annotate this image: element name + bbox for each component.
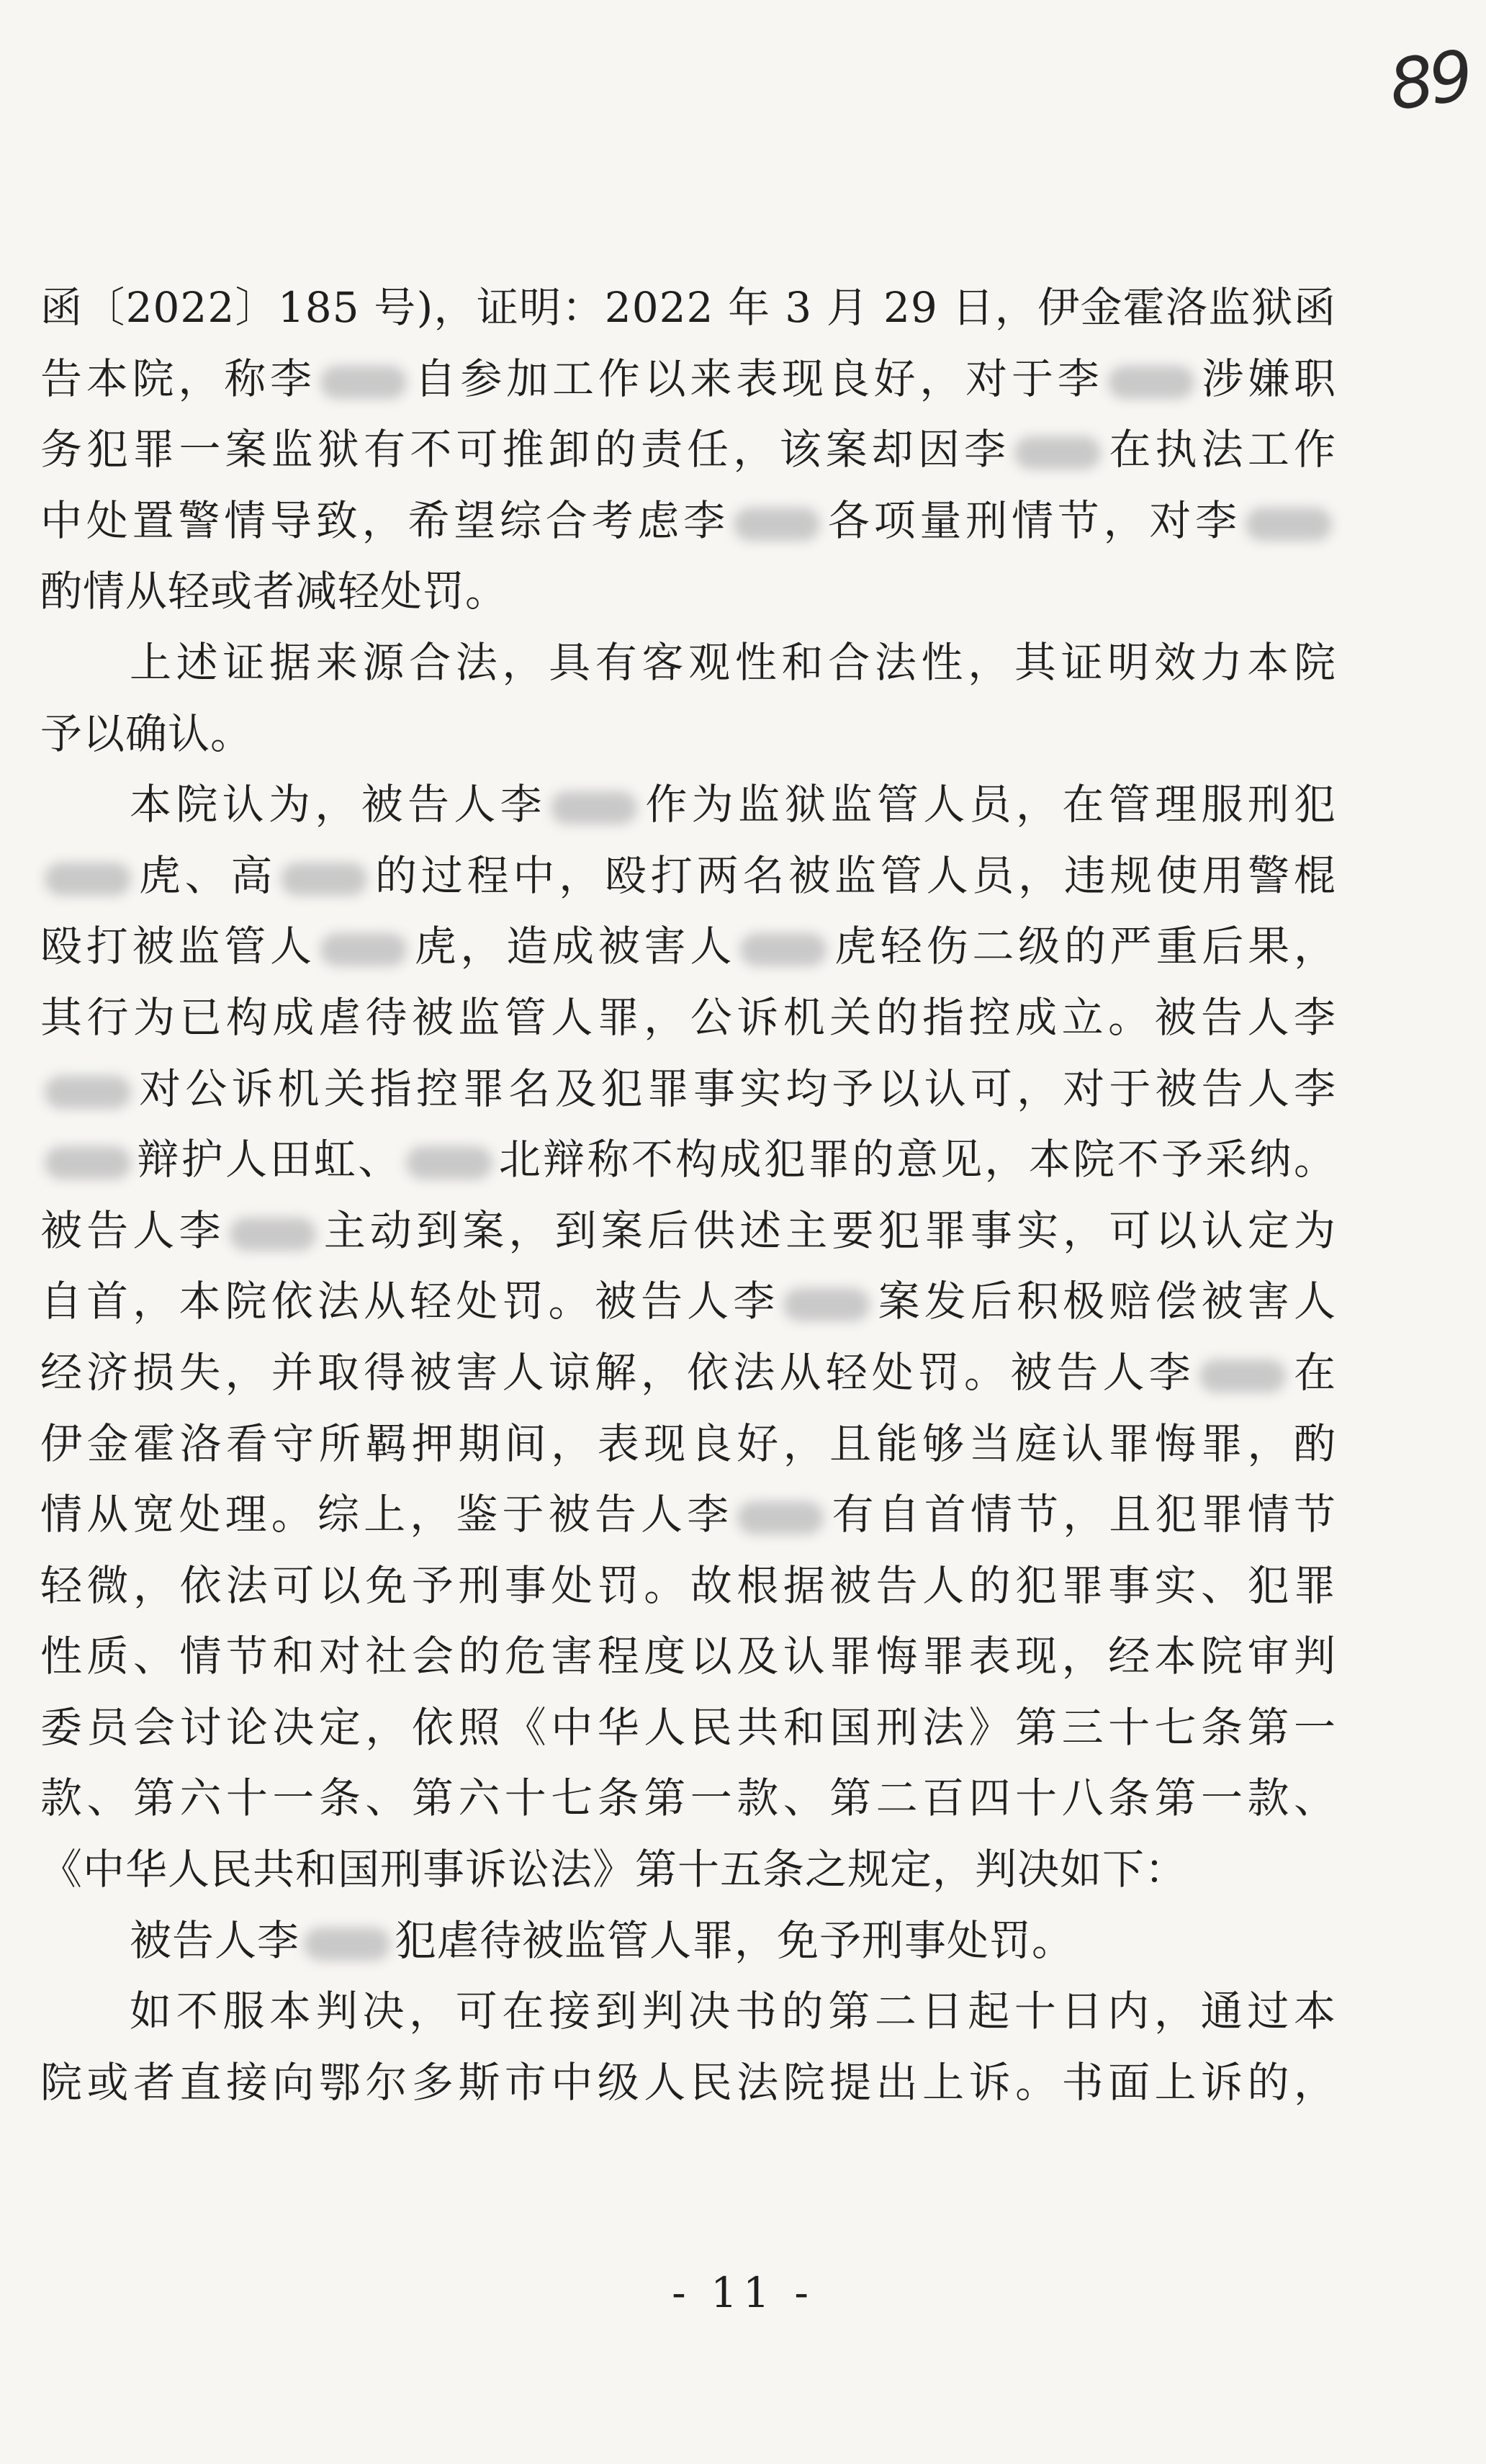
page-number: - 11 - xyxy=(672,2268,814,2317)
text-line: 上述证据来源合法，具有客观性和合法性，其证明效力本院 xyxy=(130,637,1336,687)
text-line: 对公诉机关指控罪名及犯罪事实均予以认可，对于被告人李 xyxy=(40,1053,1336,1125)
redacted-name xyxy=(406,1146,492,1179)
text-line: 轻微，依法可以免予刑事处罚。故根据被告人的犯罪事实、犯罪 xyxy=(40,1560,1336,1610)
text-line: 告本院，称李 自参加工作以来表现良好，对于李 涉嫌职 xyxy=(40,354,1336,403)
text-line: 中处置警情导致，希望综合考虑李 各项量刑情节，对李 xyxy=(40,485,1336,557)
redacted-name xyxy=(1246,508,1332,541)
redacted-name xyxy=(737,1501,824,1534)
redacted-name xyxy=(281,863,367,896)
text-line: 予以确认。 xyxy=(40,709,253,758)
redacted-name xyxy=(1014,436,1101,469)
text-line: 经济损失，并取得被害人谅解，依法从轻处罚。被告人李 在 xyxy=(40,1347,1336,1397)
text-line: 《中华人民共和国刑事诉讼法》第十五条之规定，判决如下： xyxy=(40,1845,1188,1894)
text-line: 虎、高 的过程中，殴打两名被监管人员，违规使用警棍 xyxy=(40,840,1336,912)
redacted-name xyxy=(320,366,407,399)
text-line: 酌情从轻或者减轻处罚。 xyxy=(40,567,508,616)
text-line: 被告人李 犯虐待被监管人罪，免予刑事处罚。 xyxy=(130,1915,1075,1965)
redacted-name xyxy=(45,863,131,896)
redacted-name xyxy=(45,1146,131,1179)
text-line: 情从宽处理。综上，鉴于被告人李 有自首情节，且犯罪情节 xyxy=(40,1490,1336,1539)
redacted-name xyxy=(1199,1359,1286,1393)
text-line: 其行为已构成虐待被监管人罪，公诉机关的指控成立。被告人李 xyxy=(40,992,1336,1042)
text-line: 性质、情节和对社会的危害程度以及认罪悔罪表现，经本院审判 xyxy=(40,1632,1336,1681)
redacted-name xyxy=(230,1218,316,1251)
judgment-text-body xyxy=(40,272,1336,2118)
text-line: 自首，本院依法从轻处罚。被告人李 案发后积极赔偿被害人 xyxy=(40,1277,1336,1326)
redacted-name xyxy=(45,1076,131,1109)
text-line: 殴打被监管人 虎，造成被害人 虎轻伤二级的严重后果， xyxy=(40,922,1336,971)
redacted-name xyxy=(734,508,820,541)
text-line: 本院认为，被告人李 作为监狱监管人员，在管理服刑犯 xyxy=(130,780,1336,829)
handwritten-page-mark: 89 xyxy=(1384,35,1474,127)
text-line: 伊金霍洛看守所羁押期间，表现良好，且能够当庭认罪悔罪，酌 xyxy=(40,1418,1336,1468)
text-line: 委员会讨论决定，依照《中华人民共和国刑法》第三十七条第一 xyxy=(40,1702,1336,1752)
redacted-name xyxy=(783,1288,870,1321)
text-line: 院或者直接向鄂尔多斯市中级人民法院提出上诉。书面上诉的， xyxy=(40,2057,1336,2107)
redacted-name xyxy=(1108,366,1194,399)
text-line: 函〔2022〕185 号)，证明：2022 年 3 月 29 日，伊金霍洛监狱函 xyxy=(40,283,1336,332)
text-line: 务犯罪一案监狱有不可推卸的责任，该案却因李 在执法工作 xyxy=(40,425,1336,475)
redacted-name xyxy=(551,791,637,824)
text-line: 辩护人田虹、 北辩称不构成犯罪的意见，本院不予采纳。 xyxy=(40,1124,1336,1195)
redacted-name xyxy=(320,933,407,966)
text-line: 款、第六十一条、第六十七条第一款、第二百四十八条第一款、 xyxy=(40,1773,1336,1823)
text-line: 被告人李 主动到案，到案后供述主要犯罪事实，可以认定为 xyxy=(40,1205,1336,1255)
redacted-name xyxy=(304,1928,390,1961)
text-line: 如不服本判决，可在接到判决书的第二日起十日内，通过本 xyxy=(130,1987,1336,2036)
redacted-name xyxy=(740,933,827,966)
